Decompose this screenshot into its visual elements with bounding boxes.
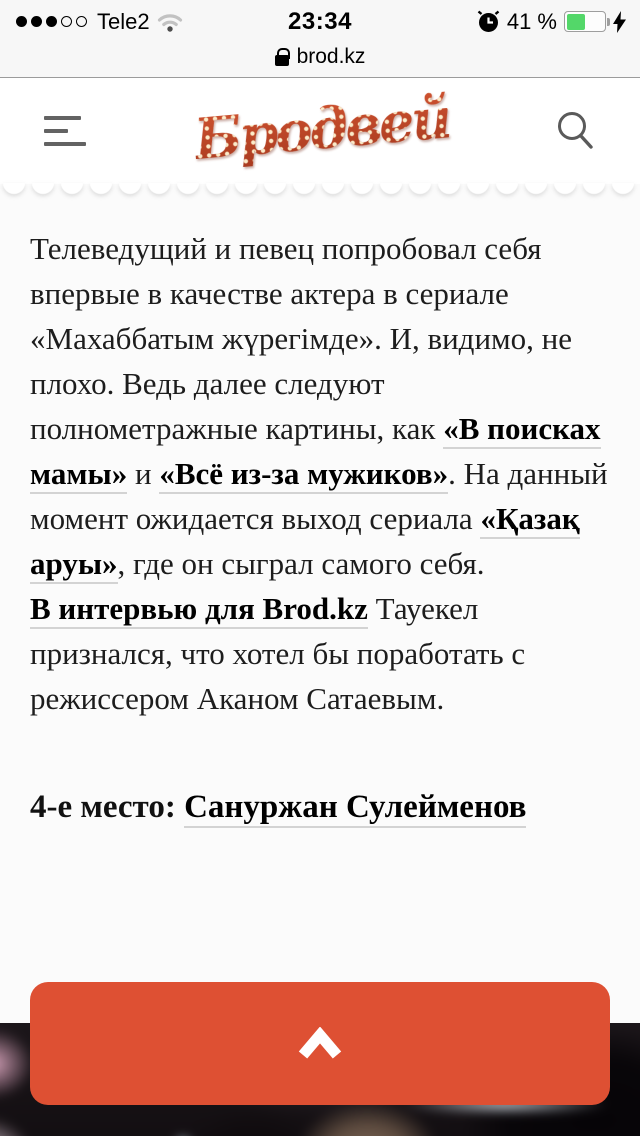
signal-dot bbox=[46, 16, 57, 27]
signal-dot bbox=[61, 16, 72, 27]
menu-button[interactable] bbox=[44, 116, 90, 146]
url-bar[interactable] bbox=[0, 37, 640, 77]
charging-bolt-icon bbox=[613, 11, 626, 33]
text-run: и bbox=[127, 456, 160, 491]
signal-dot bbox=[76, 16, 87, 27]
site-header bbox=[0, 78, 640, 184]
scroll-to-top-button[interactable] bbox=[30, 982, 610, 1105]
alarm-clock-icon bbox=[477, 10, 500, 33]
text-run: , где он сыграл самого себя. bbox=[117, 546, 485, 581]
subheading-link[interactable]: Сануржан Сулейменов bbox=[184, 789, 526, 828]
article-link[interactable]: «В поисках мамы» bbox=[30, 411, 601, 494]
header-scalloped-edge bbox=[0, 183, 640, 196]
hamburger-icon bbox=[44, 116, 81, 120]
status-left bbox=[16, 9, 183, 35]
article-subheading bbox=[30, 785, 610, 830]
search-icon bbox=[554, 109, 596, 151]
signal-dot bbox=[16, 16, 27, 27]
signal-dot bbox=[31, 16, 42, 27]
article-link[interactable]: «Всё из-за мужиков» bbox=[159, 456, 448, 494]
clock: 23:34 bbox=[288, 7, 352, 35]
lock-icon bbox=[275, 55, 289, 66]
paragraph bbox=[30, 586, 610, 721]
cell-signal-icon bbox=[16, 16, 87, 27]
text-run: Тауекел признался, что хотел бы поработать с режиссером Аканом Сатаевым. bbox=[30, 591, 526, 716]
text-run: . На данный момент ожидается выход сериала bbox=[30, 456, 608, 536]
carrier-label: Tele2 bbox=[97, 8, 150, 34]
article-body bbox=[30, 226, 610, 721]
article bbox=[0, 196, 640, 830]
paragraph bbox=[30, 226, 610, 586]
battery-nub bbox=[607, 18, 610, 26]
chevron-up-icon bbox=[295, 1027, 345, 1061]
text-run: Телеведущий и певец попробовал себя впервые в качестве актера в сериале «Махаббатым жүрегімде». И, видимо, не плохо. Ведь далее следуют полнометражные картины, как bbox=[30, 231, 573, 446]
wifi-icon bbox=[157, 12, 183, 32]
battery-fill bbox=[567, 14, 585, 30]
article-link[interactable]: «Қазақ аруы» bbox=[30, 501, 580, 584]
url-text: brod.kz bbox=[296, 45, 366, 68]
search-button[interactable] bbox=[554, 109, 596, 154]
article-link[interactable]: В интервью для Brod.kz bbox=[30, 591, 368, 629]
battery-percent: 41 % bbox=[506, 8, 557, 34]
battery-icon bbox=[564, 11, 606, 32]
status-right bbox=[477, 9, 626, 35]
browser-chrome bbox=[0, 0, 640, 78]
subheading-prefix: 4-е место: bbox=[30, 789, 185, 825]
status-bar bbox=[0, 0, 640, 37]
site-logo[interactable]: Бродвей bbox=[191, 85, 452, 174]
